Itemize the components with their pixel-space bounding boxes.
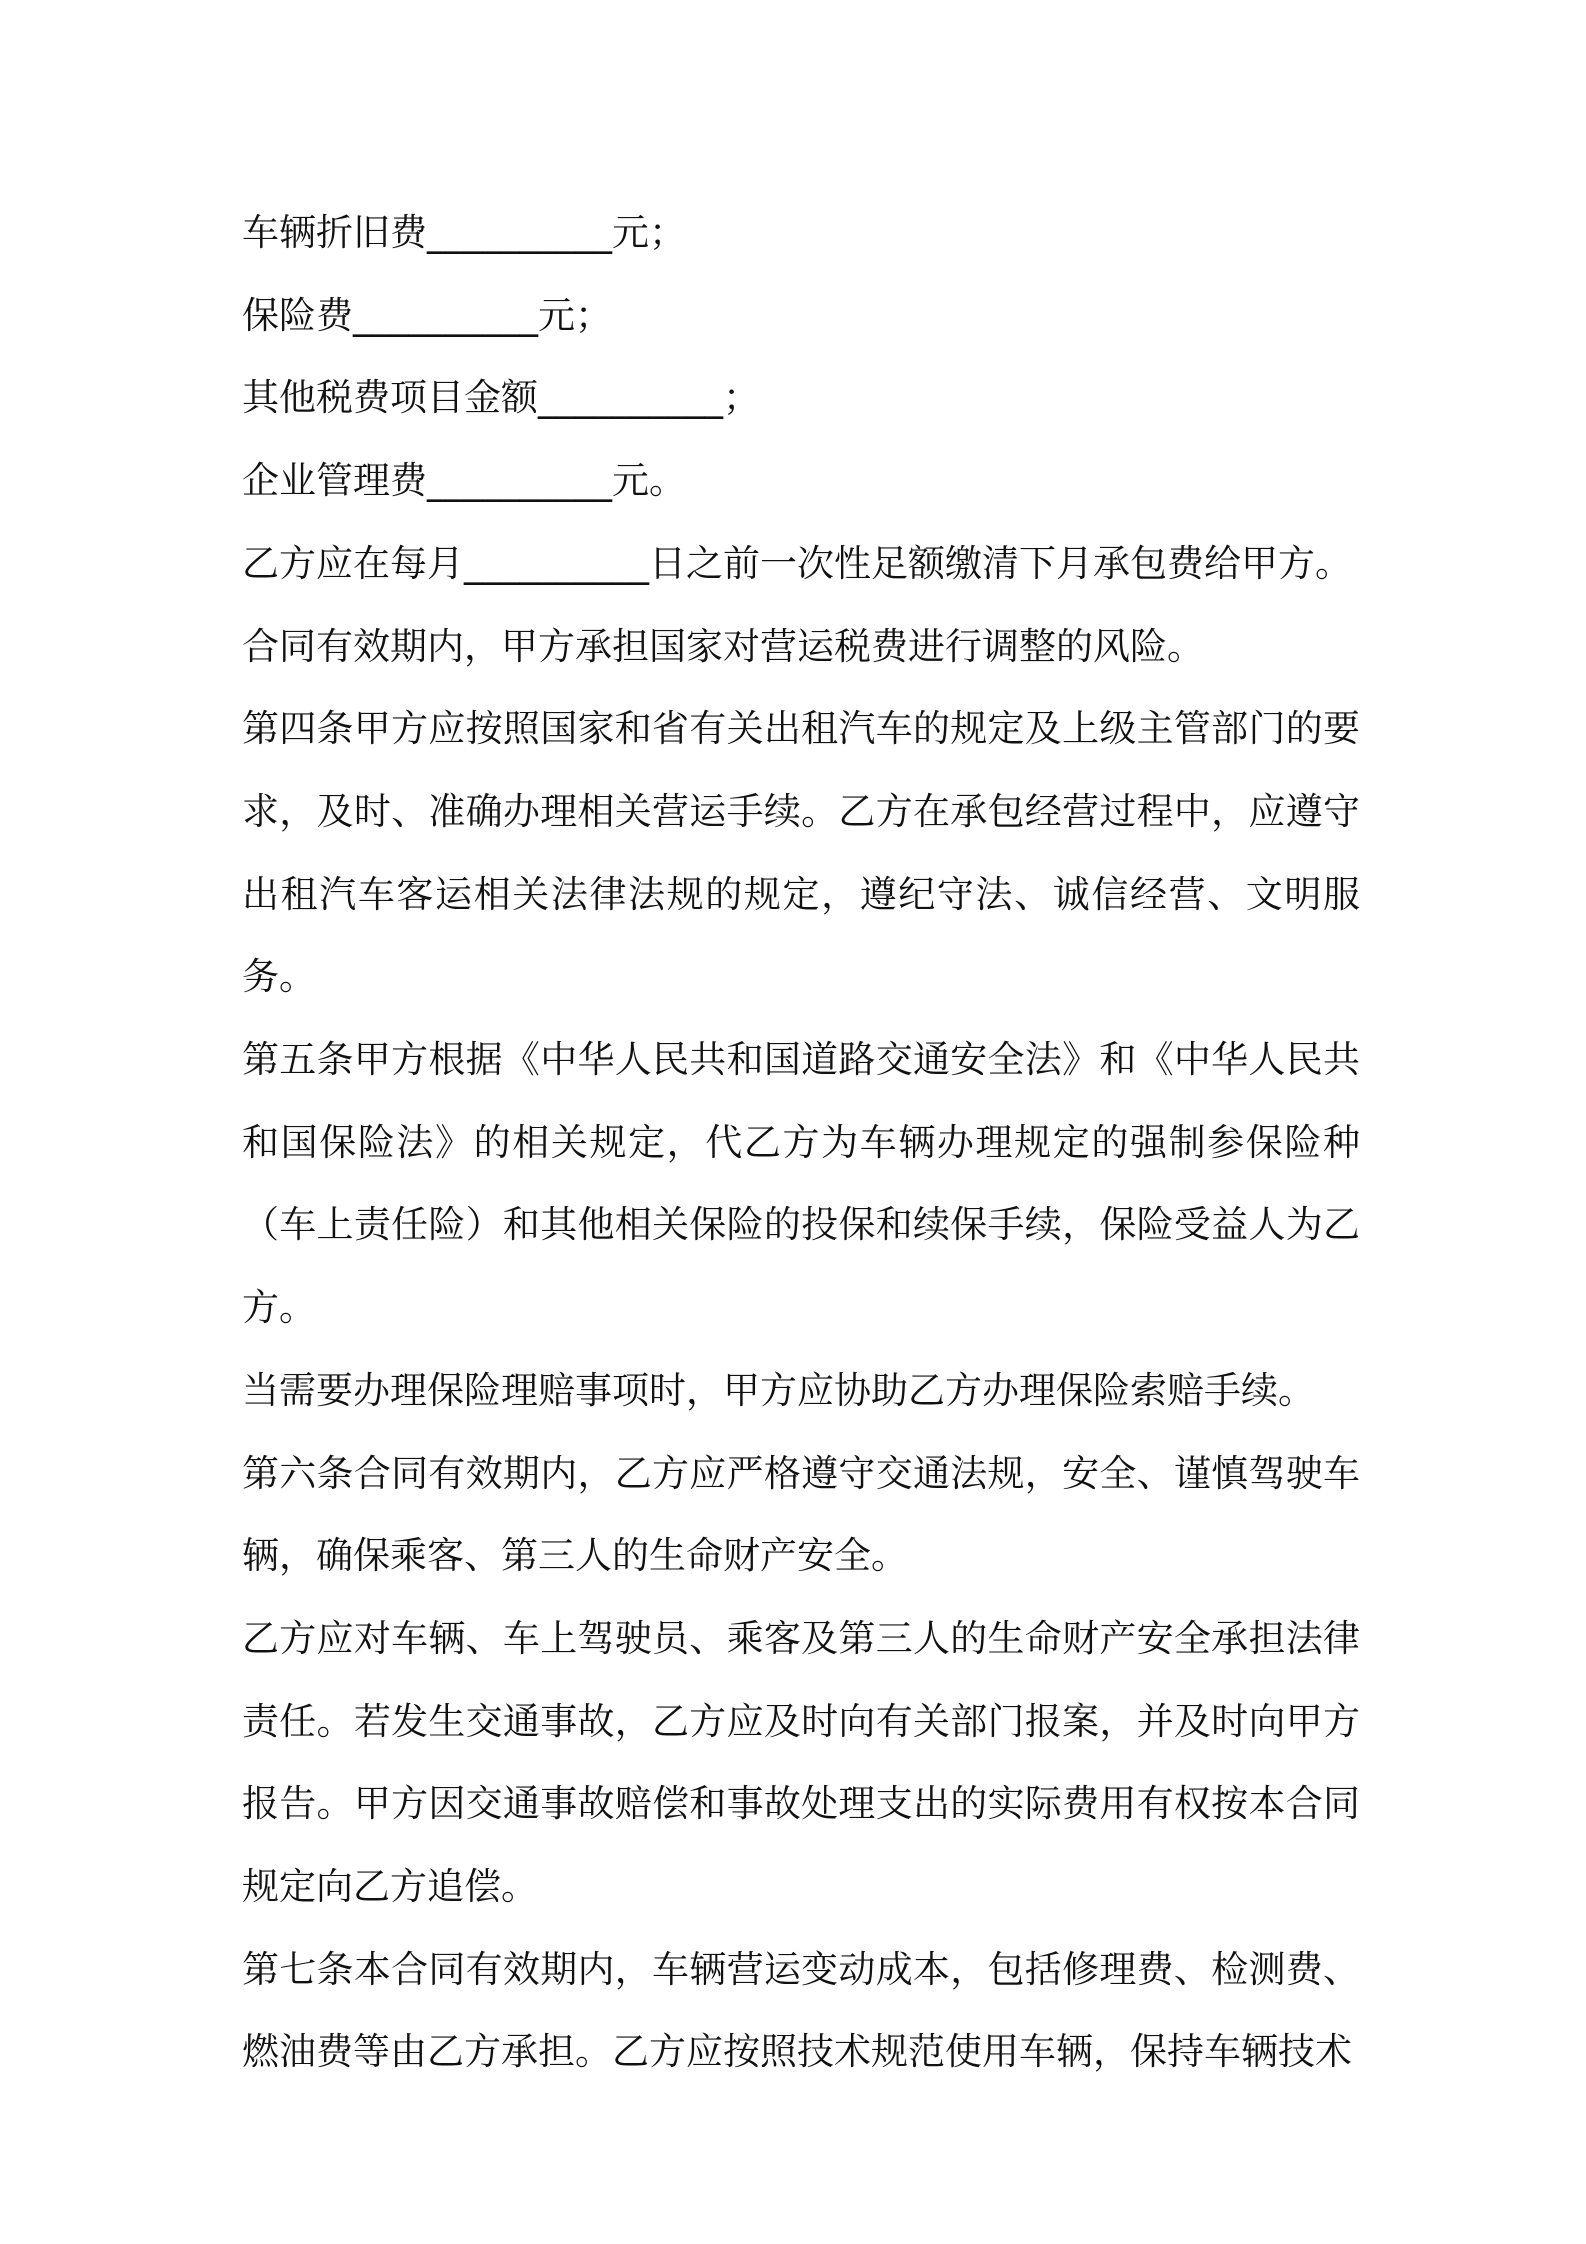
document-body xyxy=(242,192,1360,2094)
article-7: 第七条本合同有效期内，车辆营运变动成本，包括修理费、检测费、燃油费等由乙方承担。乙方应按照技术规范使用车辆，保持车辆技术 xyxy=(242,1947,1360,2074)
article-4: 第四条甲方应按照国家和省有关出租汽车的规定及上级主管部门的要求，及时、准确办理相关营运手续。乙方在承包经营过程中，应遵守出租汽车客运相关法律法规的规定，遵纪守法、诚信经营、文明服务。 xyxy=(242,707,1360,999)
line-other-taxes: 其他税费项目金额__________； xyxy=(242,376,760,420)
article-6: 第六条合同有效期内，乙方应严格遵守交通法规，安全、谨慎驾驶车辆，确保乘客、第三人的生命财产安全。 xyxy=(242,1451,1360,1578)
article-5: 第五条甲方根据《中华人民共和国道路交通安全法》和《中华人民共和国保险法》的相关规定，代乙方为车辆办理规定的强制参保险种（车上责任险）和其他相关保险的投保和续保手续，保险受益人为乙方。 xyxy=(242,1038,1360,1330)
line-insurance-fee: 保险费__________元； xyxy=(242,293,612,337)
line-depreciation-fee: 车辆折旧费__________元； xyxy=(242,211,686,254)
paragraph-insurance-claims: 当需要办理保险理赔事项时，甲方应协助乙方办理保险索赔手续。 xyxy=(242,1368,1315,1412)
line-management-fee: 企业管理费__________元。 xyxy=(242,459,686,503)
paragraph-payment-deadline: 乙方应在每月__________日之前一次性足额缴清下月承包费给甲方。 xyxy=(242,541,1352,585)
paragraph-liability: 乙方应对车辆、车上驾驶员、乘客及第三人的生命财产安全承担法律责任。若发生交通事故，乙方应及时向有关部门报案，并及时向甲方报告。甲方因交通事故赔偿和事故处理支出的实际费用有权按本合同规定向乙方追偿。 xyxy=(242,1616,1360,1909)
paragraph-tax-risk: 合同有效期内，甲方承担国家对营运税费进行调整的风险。 xyxy=(242,624,1204,668)
